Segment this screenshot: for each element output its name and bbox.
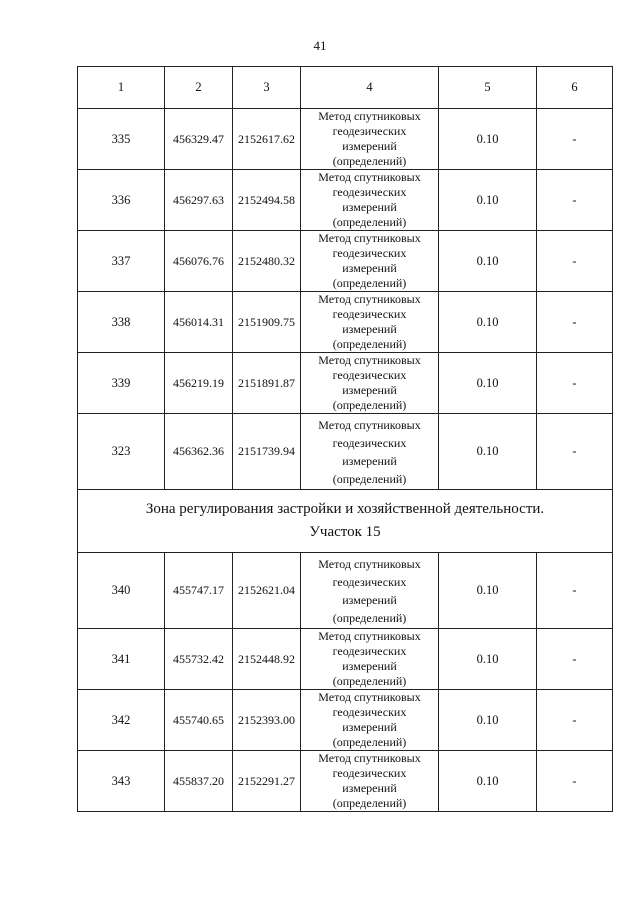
table-row: [78, 109, 613, 170]
method-line: (определений): [332, 796, 407, 810]
point-number: 337: [78, 231, 165, 292]
method-line: геодезических: [332, 644, 407, 658]
method-line: измерений: [342, 453, 397, 468]
point-number: 338: [78, 292, 165, 353]
table-row: [78, 353, 613, 414]
accuracy: 0.10: [439, 292, 537, 353]
note: -: [537, 292, 613, 353]
method-line: Метод спутниковых: [318, 556, 421, 571]
accuracy: 0.10: [439, 553, 537, 629]
method-line: Метод спутниковых: [318, 109, 421, 123]
method-line: измерений: [342, 720, 397, 734]
point-number: 339: [78, 353, 165, 414]
method-line: (определений): [332, 154, 407, 168]
section-header-row: [78, 490, 613, 553]
note: -: [537, 629, 613, 690]
point-number: 323: [78, 414, 165, 490]
table-row: [78, 751, 613, 812]
page-number: 41: [313, 38, 327, 53]
accuracy: 0.10: [439, 414, 537, 490]
table-row: [78, 553, 613, 629]
coord-y: 2152621.04: [233, 553, 301, 629]
method-cell: [301, 109, 439, 170]
method-cell: [301, 292, 439, 353]
coordinates-table: [77, 66, 613, 812]
method-line: геодезических: [332, 246, 407, 260]
coord-x: 456297.63: [165, 170, 233, 231]
accuracy: 0.10: [439, 690, 537, 751]
method-line: Метод спутниковых: [318, 629, 421, 643]
method-line: (определений): [332, 276, 407, 290]
coord-x: 455740.65: [165, 690, 233, 751]
section-title-line: Зона регулирования застройки и хозяйственной деятельности.: [145, 501, 545, 517]
coord-y: 2152393.00: [233, 690, 301, 751]
note: -: [537, 170, 613, 231]
table-row: [78, 231, 613, 292]
method-line: (определений): [332, 398, 407, 412]
method-line: (определений): [332, 471, 407, 486]
method-line: геодезических: [332, 435, 407, 450]
method-line: (определений): [332, 735, 407, 749]
coord-x: 455747.17: [165, 553, 233, 629]
note: -: [537, 231, 613, 292]
method-line: измерений: [342, 139, 397, 153]
coord-x: 456014.31: [165, 292, 233, 353]
accuracy: 0.10: [439, 751, 537, 812]
method-line: геодезических: [332, 185, 407, 199]
accuracy: 0.10: [439, 109, 537, 170]
table-row: [78, 170, 613, 231]
section-title-line: Участок 15: [309, 524, 381, 540]
method-line: Метод спутниковых: [318, 690, 421, 704]
header-cell: 4: [301, 67, 439, 109]
header-cell: 2: [165, 67, 233, 109]
accuracy: 0.10: [439, 231, 537, 292]
method-line: измерений: [342, 200, 397, 214]
coord-y: 2152480.32: [233, 231, 301, 292]
point-number: 342: [78, 690, 165, 751]
coord-y: 2151739.94: [233, 414, 301, 490]
point-number: 335: [78, 109, 165, 170]
header-cell: 3: [233, 67, 301, 109]
coord-x: 456076.76: [165, 231, 233, 292]
table-row: [78, 292, 613, 353]
coord-x: 455732.42: [165, 629, 233, 690]
method-line: измерений: [342, 659, 397, 673]
method-cell: [301, 353, 439, 414]
method-line: измерений: [342, 383, 397, 397]
accuracy: 0.10: [439, 353, 537, 414]
method-line: измерений: [342, 592, 397, 607]
method-line: Метод спутниковых: [318, 170, 421, 184]
note: -: [537, 690, 613, 751]
coord-y: 2152617.62: [233, 109, 301, 170]
method-line: измерений: [342, 322, 397, 336]
coord-y: 2152494.58: [233, 170, 301, 231]
method-cell: [301, 553, 439, 629]
note: -: [537, 353, 613, 414]
method-cell: [301, 690, 439, 751]
method-cell: [301, 170, 439, 231]
coord-x: 456219.19: [165, 353, 233, 414]
coord-y: 2152448.92: [233, 629, 301, 690]
note: -: [537, 751, 613, 812]
method-line: (определений): [332, 610, 407, 625]
note: -: [537, 109, 613, 170]
method-line: геодезических: [332, 705, 407, 719]
method-line: (определений): [332, 674, 407, 688]
section-title: [78, 490, 613, 553]
method-line: геодезических: [332, 766, 407, 780]
method-line: Метод спутниковых: [318, 292, 421, 306]
coord-x: 455837.20: [165, 751, 233, 812]
point-number: 341: [78, 629, 165, 690]
note: -: [537, 553, 613, 629]
method-line: измерений: [342, 261, 397, 275]
method-line: геодезических: [332, 574, 407, 589]
method-cell: [301, 751, 439, 812]
method-line: геодезических: [332, 124, 407, 138]
point-number: 340: [78, 553, 165, 629]
coord-x: 456329.47: [165, 109, 233, 170]
point-number: 336: [78, 170, 165, 231]
method-line: Метод спутниковых: [318, 231, 421, 245]
table-row: [78, 629, 613, 690]
table-header-row: [78, 67, 613, 109]
point-number: 343: [78, 751, 165, 812]
table-row: [78, 414, 613, 490]
header-cell: 5: [439, 67, 537, 109]
method-line: (определений): [332, 215, 407, 229]
note: -: [537, 414, 613, 490]
accuracy: 0.10: [439, 170, 537, 231]
coord-y: 2151909.75: [233, 292, 301, 353]
method-line: Метод спутниковых: [318, 417, 421, 432]
coord-x: 456362.36: [165, 414, 233, 490]
method-line: геодезических: [332, 368, 407, 382]
method-cell: [301, 231, 439, 292]
method-cell: [301, 629, 439, 690]
header-cell: 1: [78, 67, 165, 109]
table-row: [78, 690, 613, 751]
coord-y: 2152291.27: [233, 751, 301, 812]
method-line: измерений: [342, 781, 397, 795]
header-cell: 6: [537, 67, 613, 109]
method-line: геодезических: [332, 307, 407, 321]
accuracy: 0.10: [439, 629, 537, 690]
method-line: Метод спутниковых: [318, 751, 421, 765]
coord-y: 2151891.87: [233, 353, 301, 414]
method-cell: [301, 414, 439, 490]
method-line: (определений): [332, 337, 407, 351]
method-line: Метод спутниковых: [318, 353, 421, 367]
